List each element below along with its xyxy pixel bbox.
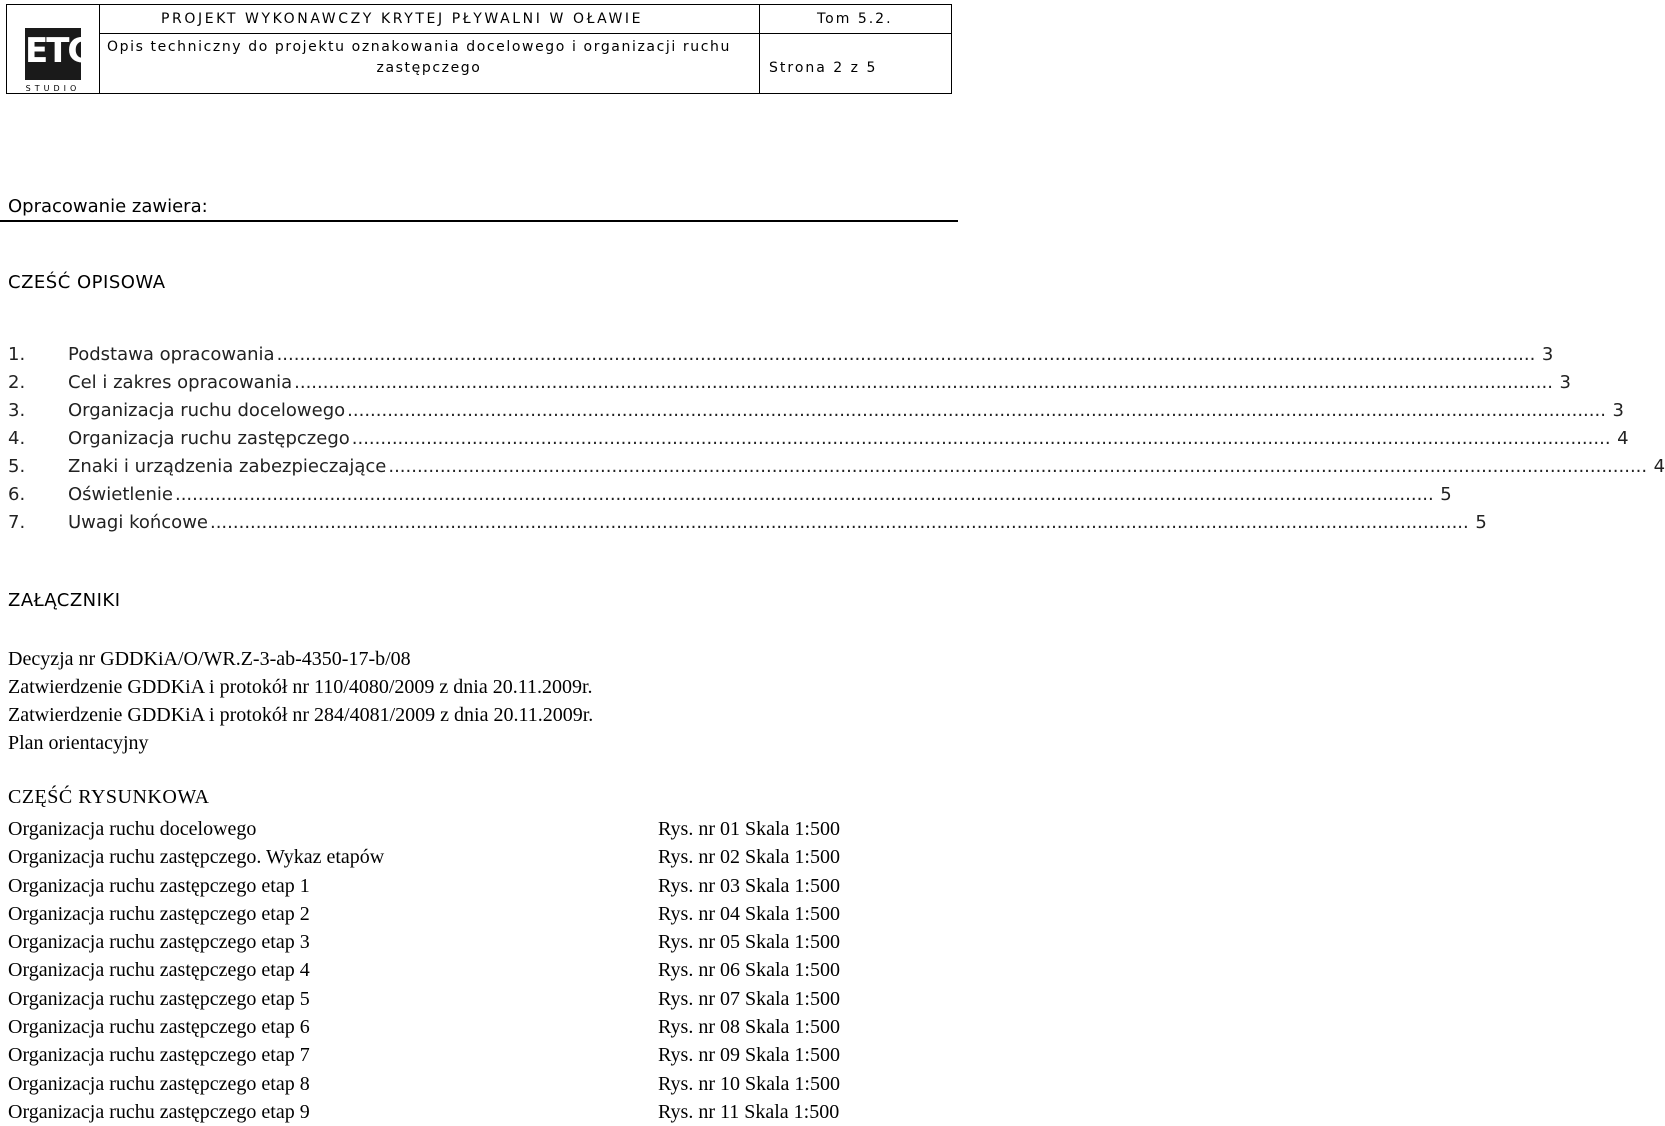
drawing-reference: Rys. nr 02 Skala 1:500 — [658, 846, 840, 869]
toc-leader-dots: ............................................................................................................................................................................................................................ — [347, 400, 1606, 421]
drawing-item — [8, 1041, 952, 1069]
toc-item — [8, 400, 1624, 428]
header-top-row — [99, 5, 951, 34]
toc-label: Uwagi końcowe — [68, 512, 208, 533]
toc-page: 3 — [1541, 344, 1554, 365]
toc-number: 7. — [8, 512, 26, 533]
attachment-item: Zatwierdzenie GDDKiA i protokół nr 284/4081/2009 z dnia 20.11.2009r. — [8, 704, 594, 726]
drawing-reference: Rys. nr 01 Skala 1:500 — [658, 818, 840, 840]
project-title: PROJEKT WYKONAWCZY KRYTEJ PŁYWALNI W OŁAWIE — [161, 11, 644, 27]
drawing-reference: Rys. nr 05 Skala 1:500 — [658, 931, 840, 954]
document-header — [6, 4, 952, 94]
toc-number: 4. — [8, 428, 26, 449]
toc-page: 4 — [1653, 456, 1665, 477]
toc-leader-dots: ............................................................................................................................................................................................................................ — [276, 344, 1536, 365]
drawing-name: Organizacja ruchu zastępczego. Wykaz etapów — [8, 846, 385, 869]
drawing-name: Organizacja ruchu zastępczego etap 4 — [8, 959, 310, 982]
toc-leader-dots: ............................................................................................................................................................................................................................ — [294, 372, 1553, 393]
drawing-reference: Rys. nr 08 Skala 1:500 — [658, 1016, 840, 1039]
toc-leader-dots: ............................................................................................................................................................................................................................ — [209, 512, 1469, 533]
toc-item — [8, 456, 1665, 484]
drawing-reference: Rys. nr 06 Skala 1:500 — [658, 959, 840, 982]
drawing-item — [8, 1070, 952, 1098]
drawing-reference: Rys. nr 10 Skala 1:500 — [658, 1072, 840, 1095]
toc-page: 3 — [1612, 400, 1624, 421]
toc-page: 3 — [1559, 372, 1571, 393]
drawing-item — [8, 1013, 952, 1041]
drawing-item — [8, 985, 952, 1013]
contents-title: Opracowanie zawiera: — [8, 196, 208, 217]
toc-item — [8, 344, 1554, 372]
drawing-name: Organizacja ruchu zastępczego etap 2 — [8, 902, 310, 925]
drawing-item — [8, 928, 952, 956]
drawing-item — [8, 956, 952, 984]
drawing-name: Organizacja ruchu zastępczego etap 1 — [8, 874, 310, 897]
drawing-reference: Rys. nr 04 Skala 1:500 — [658, 902, 840, 925]
drawing-item — [8, 815, 952, 843]
drawing-reference: Rys. nr 09 Skala 1:500 — [658, 1044, 840, 1067]
attachment-item: Plan orientacyjny — [8, 732, 149, 754]
attachments-list — [8, 645, 952, 757]
drawings-list — [8, 815, 952, 1126]
toc-number: 1. — [8, 344, 26, 365]
toc-label: Organizacja ruchu zastępczego — [68, 428, 350, 449]
drawing-item — [8, 843, 952, 871]
toc-label: Oświetlenie — [68, 484, 173, 505]
toc-item — [8, 428, 1629, 456]
toc-label: Cel i zakres opracowania — [68, 372, 293, 393]
drawing-item — [8, 872, 952, 900]
toc-number: 2. — [8, 372, 26, 393]
toc-label: Znaki i urządzenia zabezpieczające — [68, 456, 387, 477]
drawing-item — [8, 1098, 952, 1126]
drawing-name: Organizacja ruchu docelowego — [8, 818, 257, 840]
document-description-line2: zastępczego — [376, 60, 482, 76]
toc-number: 3. — [8, 400, 26, 421]
volume-number: Tom 5.2. — [817, 11, 893, 27]
drawing-name: Organizacja ruchu zastępczego etap 9 — [8, 1100, 310, 1123]
logo-cell — [7, 5, 100, 93]
header-divider — [759, 5, 760, 93]
toc-item — [8, 372, 1571, 400]
drawing-reference: Rys. nr 11 Skala 1:500 — [658, 1100, 840, 1123]
logo-subtitle: STUDIO — [25, 84, 81, 93]
company-logo — [25, 28, 91, 80]
toc-page: 4 — [1617, 428, 1629, 449]
drawing-name: Organizacja ruchu zastępczego etap 8 — [8, 1072, 310, 1095]
toc-leader-dots: ............................................................................................................................................................................................................................ — [351, 428, 1611, 449]
contents-rule — [0, 220, 958, 222]
toc-item — [8, 484, 1452, 512]
table-of-contents — [8, 344, 1665, 540]
toc-number: 5. — [8, 456, 26, 477]
drawing-reference: Rys. nr 07 Skala 1:500 — [658, 987, 840, 1010]
toc-item — [8, 512, 1487, 540]
attachment-item: Decyzja nr GDDKiA/O/WR.Z-3-ab-4350-17-b/08 — [8, 648, 411, 670]
toc-leader-dots: ............................................................................................................................................................................................................................ — [388, 456, 1648, 477]
document-description-line1: Opis techniczny do projektu oznakowania docelowego i organizacji ruchu — [107, 39, 731, 55]
toc-number: 6. — [8, 484, 26, 505]
drawings-heading: CZĘŚĆ RYSUNKOWA — [8, 786, 210, 808]
drawing-name: Organizacja ruchu zastępczego etap 3 — [8, 931, 310, 954]
drawing-name: Organizacja ruchu zastępczego etap 5 — [8, 987, 310, 1010]
page-number: Strona 2 z 5 — [769, 60, 878, 76]
descriptive-heading: CZEŚĆ OPISOWA — [8, 272, 166, 293]
drawing-item — [8, 900, 952, 928]
toc-page: 5 — [1475, 512, 1487, 533]
toc-label: Organizacja ruchu docelowego — [68, 400, 346, 421]
logo-letters: ETC — [25, 31, 91, 71]
toc-leader-dots: ............................................................................................................................................................................................................................ — [174, 484, 1434, 505]
drawing-name: Organizacja ruchu zastępczego etap 6 — [8, 1016, 310, 1039]
header-info — [99, 5, 951, 93]
drawing-name: Organizacja ruchu zastępczego etap 7 — [8, 1044, 310, 1067]
drawing-reference: Rys. nr 03 Skala 1:500 — [658, 874, 840, 897]
toc-page: 5 — [1440, 484, 1452, 505]
toc-label: Podstawa opracowania — [68, 344, 275, 365]
attachments-heading: ZAŁĄCZNIKI — [8, 590, 121, 611]
attachment-item: Zatwierdzenie GDDKiA i protokół nr 110/4080/2009 z dnia 20.11.2009r. — [8, 676, 593, 698]
